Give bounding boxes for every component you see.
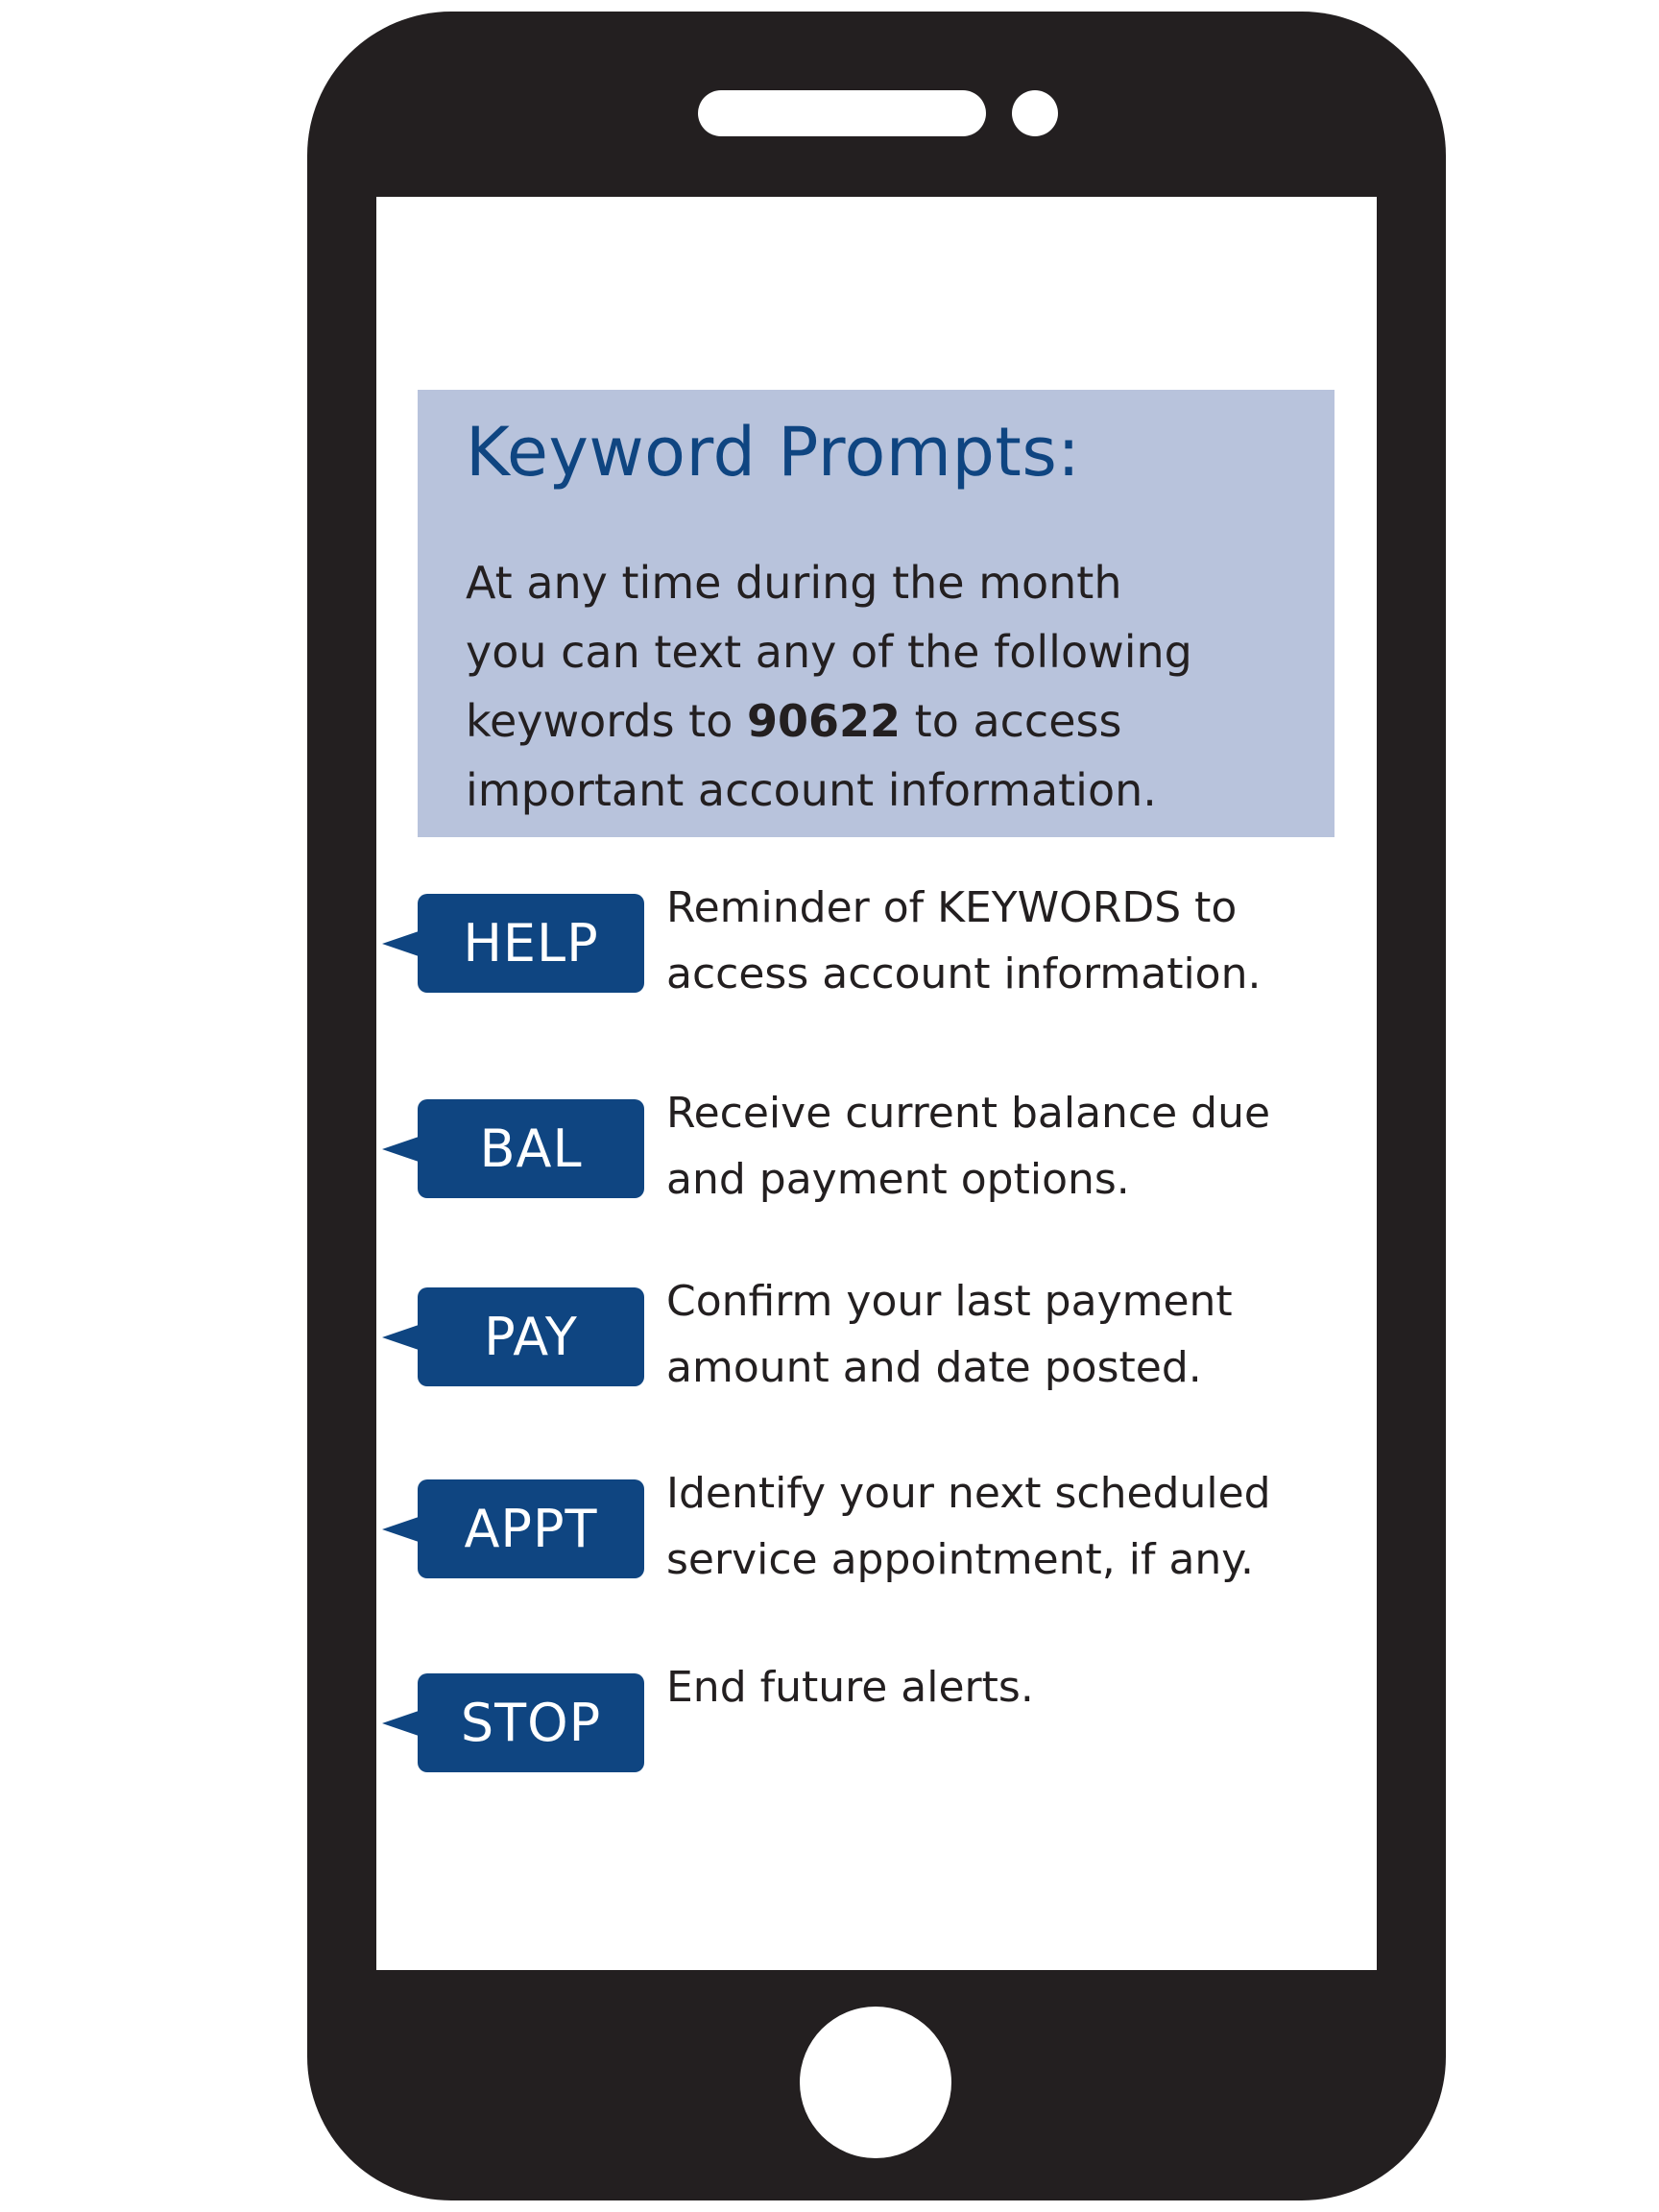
description-line-1: End future alerts. xyxy=(666,1663,1034,1712)
keyword-row-stop xyxy=(376,1663,1377,1808)
keyword-row-help xyxy=(376,883,1377,1028)
keyword-description-bal xyxy=(666,1080,1367,1213)
keyword-description-stop xyxy=(666,1654,1367,1720)
shortcode: 90622 xyxy=(746,695,902,747)
intro-line-3 xyxy=(466,686,1320,756)
phone-screen xyxy=(376,197,1377,1970)
intro-line-3-after: to access xyxy=(901,695,1122,747)
description-line-1: Identify your next scheduled xyxy=(666,1469,1271,1518)
phone-illustration xyxy=(307,12,1446,2200)
bubble-tail xyxy=(382,1517,419,1542)
keyword-badge-bal: BAL xyxy=(418,1099,644,1198)
keyword-row-appt xyxy=(376,1469,1377,1614)
speaker-slot xyxy=(698,90,986,136)
description-line-1: Receive current balance due xyxy=(666,1089,1271,1138)
description-line-2: service appointment, if any. xyxy=(666,1535,1255,1584)
keyword-badge-stop: STOP xyxy=(418,1673,644,1772)
keyword-badge-help: HELP xyxy=(418,894,644,993)
bubble-tail xyxy=(382,1325,419,1350)
keyword-description-appt xyxy=(666,1460,1367,1593)
keyword-description-help xyxy=(666,875,1367,1007)
bubble-tail xyxy=(382,931,419,956)
description-line-2: and payment options. xyxy=(666,1155,1130,1204)
description-line-1: Confirm your last payment xyxy=(666,1277,1233,1326)
description-line-1: Reminder of KEYWORDS to xyxy=(666,883,1238,932)
keyword-description-pay xyxy=(666,1268,1367,1401)
keyword-row-bal xyxy=(376,1089,1377,1234)
description-line-2: access account information. xyxy=(666,950,1262,998)
bubble-tail xyxy=(382,1137,419,1162)
intro-line-4: important account information. xyxy=(466,764,1157,816)
intro-text xyxy=(466,548,1320,825)
bubble-tail xyxy=(382,1711,419,1736)
intro-line-2: you can text any of the following xyxy=(466,626,1192,678)
front-camera xyxy=(1012,90,1058,136)
keyword-badge-pay: PAY xyxy=(418,1287,644,1386)
description-line-2: amount and date posted. xyxy=(666,1343,1202,1392)
intro-line-1: At any time during the month xyxy=(466,557,1122,609)
keyword-badge-appt: APPT xyxy=(418,1479,644,1578)
keyword-row-pay xyxy=(376,1277,1377,1422)
intro-line-3-before: keywords to xyxy=(466,695,747,747)
page-title: Keyword Prompts: xyxy=(466,413,1081,492)
intro-panel xyxy=(418,390,1334,837)
home-button xyxy=(800,2007,951,2158)
